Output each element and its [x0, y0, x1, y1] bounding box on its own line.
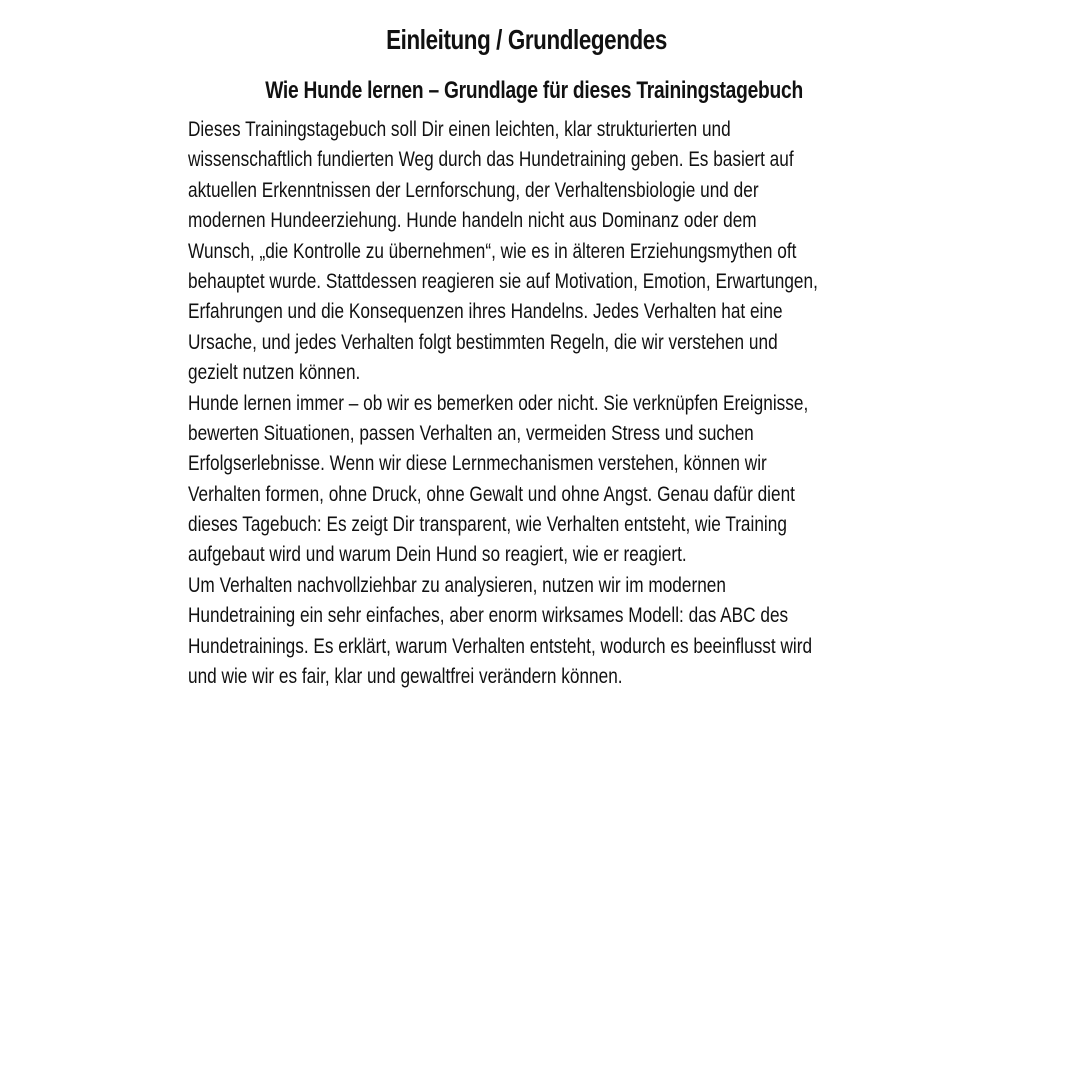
text-line: Um Verhalten nachvollziehbar zu analysieren, nutzen wir im modernen: [188, 573, 726, 597]
text-line: Hundetrainings. Es erklärt, warum Verhalten entsteht, wodurch es beeinflusst wird: [188, 634, 813, 658]
paragraph-2: [188, 389, 1068, 571]
section-heading-text: Wie Hunde lernen – Grundlage für dieses Trainingstagebuch: [265, 77, 803, 104]
text-line: wissenschaftlich fundierten Weg durch das Hundetraining geben. Es basiert auf: [188, 148, 794, 172]
body-text: [188, 115, 1068, 692]
text-line: aktuellen Erkenntnissen der Lernforschung, der Verhaltensbiologie und der: [188, 178, 759, 202]
text-line: Wunsch, „die Kontrolle zu übernehmen“, wie es in älteren Erziehungsmythen oft: [188, 239, 797, 263]
paragraph-3: [188, 571, 1068, 693]
text-line: behauptet wurde. Stattdessen reagieren sie auf Motivation, Emotion, Erwartungen,: [188, 269, 818, 293]
text-line: Hunde lernen immer – ob wir es bemerken oder nicht. Sie verknüpfen Ereignisse,: [188, 391, 809, 415]
text-line: Verhalten formen, ohne Druck, ohne Gewalt und ohne Angst. Genau dafür dient: [188, 482, 795, 506]
paragraph-1: [188, 115, 1068, 389]
text-line: Ursache, und jedes Verhalten folgt bestimmten Regeln, die wir verstehen und: [188, 330, 778, 354]
text-line: Erfolgserlebnisse. Wenn wir diese Lernmechanismen verstehen, können wir: [188, 452, 767, 476]
text-line: modernen Hundeerziehung. Hunde handeln nicht aus Dominanz oder dem: [188, 209, 757, 233]
text-line: dieses Tagebuch: Es zeigt Dir transparent, wie Verhalten entsteht, wie Training: [188, 513, 787, 537]
text-line: gezielt nutzen können.: [188, 361, 361, 385]
text-line: bewerten Situationen, passen Verhalten an, vermeiden Stress und suchen: [188, 421, 754, 445]
text-line: Erfahrungen und die Konsequenzen ihres Handelns. Jedes Verhalten hat eine: [188, 300, 783, 324]
page-title: [0, 20, 1054, 60]
text-line: und wie wir es fair, klar und gewaltfrei verändern können.: [188, 665, 623, 689]
text-line: Dieses Trainingstagebuch soll Dir einen leichten, klar strukturierten und: [188, 118, 731, 141]
page-title-text: Einleitung / Grundlegendes: [386, 24, 668, 55]
text-line: aufgebaut wird und warum Dein Hund so reagiert, wie er reagiert.: [188, 543, 687, 567]
text-line: Hundetraining ein sehr einfaches, aber enorm wirksames Modell: das ABC des: [188, 604, 789, 628]
section-heading: [0, 74, 1068, 108]
